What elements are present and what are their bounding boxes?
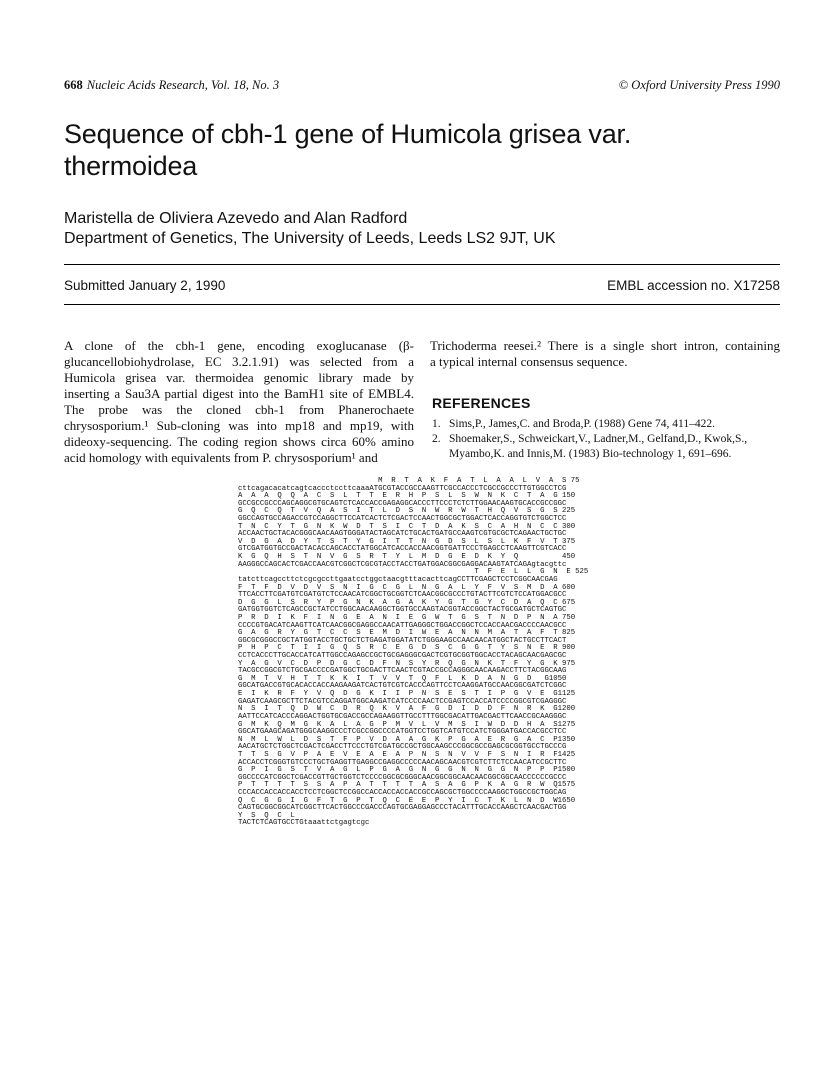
body-line: Humicola grisea var. thermoidea genomic library made by — [64, 370, 414, 385]
submitted-date: Submitted January 2, 1990 — [64, 278, 226, 293]
nucleotide-line: cttcagacacatcagtcaccctccttcaaaATGCGTACCGCCAAGTTCGCCACCCTCGCCGCCCTTGTGGCCTCG — [238, 484, 567, 493]
reference-number: 2. — [432, 433, 441, 445]
title-line-2: thermoidea — [64, 151, 198, 181]
amino-acid-line: M R T A K F A T L A A L V A S 75 — [238, 477, 580, 485]
nucleotide-line: GGCATGAAGCAGATGGGCAAGGCCCTCGCCGGCCCCATGGTCCTGGTCATGTCCATCTGGGATGACCACGCCTCC — [238, 728, 567, 737]
nucleotide-line: CCTCACCCTTGCACCATCATTGGCCAGAGCCGCTGCGAGGGCGACTCGTGCGGTGGCACCTACAGCAACGAGCGC — [238, 652, 567, 661]
amino-acid-line: P R D I K F I N G E A N I E G W T G S T N D P N A 750 — [238, 613, 576, 622]
amino-acid-line: F T F D V D V S N I G C G L N G A L Y F V S M D A 600 — [238, 583, 576, 592]
body-text-right — [430, 338, 780, 370]
amino-acid-line: G M T V H T T K K I T V V T Q F L K D A N G D G1050 — [238, 674, 567, 683]
reference-number: 1. — [432, 418, 441, 430]
nucleotide-line: GGCATGACCGTGCACACCACCAAGAAGATCACTGTCGTCACCCAGTTCCTCAAGGATGCCAACGGCGATCTCGGC — [238, 682, 567, 691]
body-line: a typical internal consensus sequence. — [430, 354, 628, 369]
divider-bottom — [64, 304, 780, 305]
body-line: glucancellobiohydrolase, EC 3.2.1.91) was selected from a — [64, 354, 414, 369]
reference-text: Shoemaker,S., Schweickart,V., Ladner,M., Gelfand,D., Kwok,S., Myambo,K. and Innis,M. (1983) Bio-technology 1, 691–696. — [449, 433, 748, 460]
nucleotide-line: TACGCCGGCGTCTGCGACCCCGATGGCTGCGACTTCAACTCGTACCGCCAGGGCAACAAGACCTTCTACGGCAAG — [238, 667, 567, 676]
running-head — [64, 78, 780, 96]
affiliation: Department of Genetics, The University of Leeds, Leeds LS2 9JT, UK — [64, 230, 556, 247]
amino-acid-line: E I K R F Y V Q D G K I I P N S E S T I P G V E G1125 — [238, 690, 576, 699]
amino-acid-line: Q C G G I G F T G P T Q C E E P Y I C T K L N D W1650 — [238, 796, 576, 805]
reference-text: Sims,P., James,C. and Broda,P. (1988) Gene 74, 411–422. — [449, 418, 715, 430]
amino-acid-line: T N C Y T G N K W D T S I C T D A K S C A H N C C 300 — [238, 522, 576, 531]
nucleotide-line: GATGGTGGTCTCAGCCGCTATCCTGGCAACAAGGCTGGTGCCAAGTACGGTACCGGCTACTGCGATGCTCAGTGC — [238, 606, 567, 615]
page-number: 668 — [64, 78, 83, 92]
amino-acid-line: P H P C T I I G Q S R C E G D S C G G T Y S N E R 900 — [238, 644, 576, 653]
nucleotide-line: GTCGATGGTGCCGACTACACCAGCACCTATGGCATCACCACCAACGGTGATTCCCTGAGCCTCAAGTTCGTCACC — [238, 545, 567, 554]
nucleotide-line: ACCAACTGCTACACGGGCAACAAGTGGGATACTAGCATCTGCACTGATGCCAAGTCGTGCGCTCAGAACTGCTGC — [238, 530, 567, 539]
journal-citation — [64, 78, 279, 93]
nucleotide-line: GAGATCAAGCGCTTCTACGTCCAGGATGGCAAGATCATCCCCAACTCCGAGTCCACCATCCCCGGCGTCGAGGGC — [238, 697, 567, 706]
title-line-1: Sequence of cbh-1 gene of Humicola grisea var. — [64, 119, 632, 149]
amino-acid-line: N M L W L D S T F P V D A A G K P G A E R G A C P1350 — [238, 735, 576, 744]
gene-sequence — [238, 478, 658, 828]
article-title — [64, 118, 764, 182]
body-line: chrysosporium.¹ Sub-cloning was into mp18 and mp19, with — [64, 418, 414, 433]
amino-acid-line: P T T T T S S A P A T T T T A S A G P K A G R W Q1575 — [238, 781, 576, 790]
amino-acid-line: K G Q H S T N V G S R T Y L M D G E D K Y Q 450 — [238, 553, 576, 562]
nucleotide-line: AATTCCATCACCCAGGACTGGTGCGACCGCCAGAAGGTTGCCTTTGGCGACATTGACGACTTCAACCGCAAGGGC — [238, 712, 567, 721]
nucleotide-line: tatcttcagccttctcgcgccttgaatcctggctaacgtttacacttcagCCTTCGAGCTCCTCGGCAACGAG — [238, 575, 558, 584]
amino-acid-line: Y A G V C D P D G C D F N S Y R Q G N K T F Y G K 975 — [238, 659, 576, 668]
nucleotide-line: CCCACCACCACCACCTCCTCGGCTCCGGCCACCACCACCACCGCCAGCGCTGGCCCCAAGGCTGGCCGCTGGCAG — [238, 788, 567, 797]
references-list — [432, 417, 782, 462]
authors: Maristella de Oliviera Azevedo and Alan Radford — [64, 210, 408, 227]
copyright: © Oxford University Press 1990 — [618, 78, 780, 92]
nucleotide-line: TACTCTCAGTGCCTGtaaattctgagtcgc — [238, 819, 370, 828]
references-heading: REFERENCES — [432, 395, 531, 411]
amino-acid-line: T T S G V P A E V E A E A P N S N V V F S N I R F1425 — [238, 750, 576, 759]
amino-acid-line: V D G A D Y T S T Y G I T T N G D S L S L K F V T 375 — [238, 537, 576, 546]
amino-acid-line: D G G L S R Y P G N K A G A K Y G T G Y C D A Q C 675 — [238, 598, 576, 607]
amino-acid-line: Y S Q C L — [238, 811, 295, 820]
nucleotide-line: GGCGCGGGCCGCTATGGTACCTGCTGCTCTGAGATGGATATCTGGGAAGCCAACAACATGGCTACTGCCTTCACT — [238, 636, 567, 645]
amino-acid-line: G A G R Y G T C C S E M D I W E A N N M A T A F T 825 — [238, 629, 576, 638]
amino-acid-line: A A A Q Q A C S L T T E R H P S L S W N K C T A G 150 — [238, 492, 576, 501]
nucleotide-line: GCCGCCGCCCAGCAGGCGTGCAGTCTCACCACCGAGAGGCACCCTTCCCTCTCTTGGAACAAGTGCACCGCCGGC — [238, 499, 567, 508]
amino-acid-line: N S I T Q D W C D R Q K V A F G D I D D F N R K G1200 — [238, 705, 576, 714]
nucleotide-line: GGCCAGTGCCAGACCGTCCAGGCTTCCATCACTCTCGACTCCAACTGGCGCTGGACTCACCAGGTGTCTGGCTCC — [238, 515, 567, 524]
nucleotide-line: AAGGGCCAGCACTCGACCAACGTCGGCTCGCGTACCTACCTGATGGACGGCGAGGACAAGTATCAGAgtacgttc — [238, 560, 567, 569]
nucleotide-line: TTCACCTTCGATGTCGATGTCTCCAACATCGGCTGCGGTCTCAACGGCGCCCTGTACTTCGTCTCCATGGACGCC — [238, 591, 567, 600]
body-line: A clone of the cbh-1 gene, encoding exoglucanase (β- — [64, 338, 414, 353]
amino-acid-line: G P I G S T V A G L P G A G N G G N N G G N P P P1500 — [238, 766, 576, 775]
nucleotide-line: CAGTGCGGCGGCATCGGCTTCACTGGCCCGACCCAGTGCGAGGAGCCCTACATTTGCACCAAGCTCAACGACTGG — [238, 804, 567, 813]
nucleotide-line: AACATGCTCTGGCTCGACTCGACCTTCCCTGTCGATGCCGCTGGCAAGCCCGGCGCCGAGCGCGGTGCCTGCCCG — [238, 743, 567, 752]
body-line: inserting a Sau3A partial digest into the BamH1 site of EMBL4. — [64, 386, 414, 401]
nucleotide-line: GGCCCCATCGGCTCGACCGTTGCTGGTCTCCCCGGCGCGGGCAACGGCGGCAACAACGGCGGCAACCCCCCGCCC — [238, 773, 567, 782]
body-line: Trichoderma reesei.² There is a single short intron, containing — [430, 338, 780, 353]
accession-number: EMBL accession no. X17258 — [607, 278, 780, 293]
amino-acid-line: G Q C Q T V Q A S I T L D S N W R W T H Q V S G S 225 — [238, 507, 576, 516]
amino-acid-line: T F E L L G N E 525 — [238, 568, 589, 577]
body-text-left — [64, 338, 414, 466]
reference-item — [432, 417, 782, 432]
body-line: dideoxy-sequencing. The coding region shows circa 60% amino — [64, 434, 414, 449]
reference-item — [432, 432, 782, 462]
nucleotide-line: CCCCGTGACATCAAGTTCATCAACGGCGAGGCCAACATTGAGGGCTGGACCGGCTCCACCAACGACCCCAACGCC — [238, 621, 567, 630]
divider-top — [64, 264, 780, 265]
nucleotide-line: ACCACCTCGGGTGTCCCTGCTGAGGTTGAGGCCGAGGCCCCCAACAGCAACGTCGTCTTCTCCAACATCCGCTTC — [238, 758, 567, 767]
amino-acid-line: G M K Q M G K A L A G P M V L V M S I W D D H A S1275 — [238, 720, 576, 729]
body-line: acid homology with equivalents from P. chrysosporium¹ and — [64, 450, 378, 465]
journal-name: Nucleic Acids Research, Vol. 18, No. 3 — [86, 78, 280, 92]
body-line: The probe was the cloned cbh-1 from Phanerochaete — [64, 402, 414, 417]
